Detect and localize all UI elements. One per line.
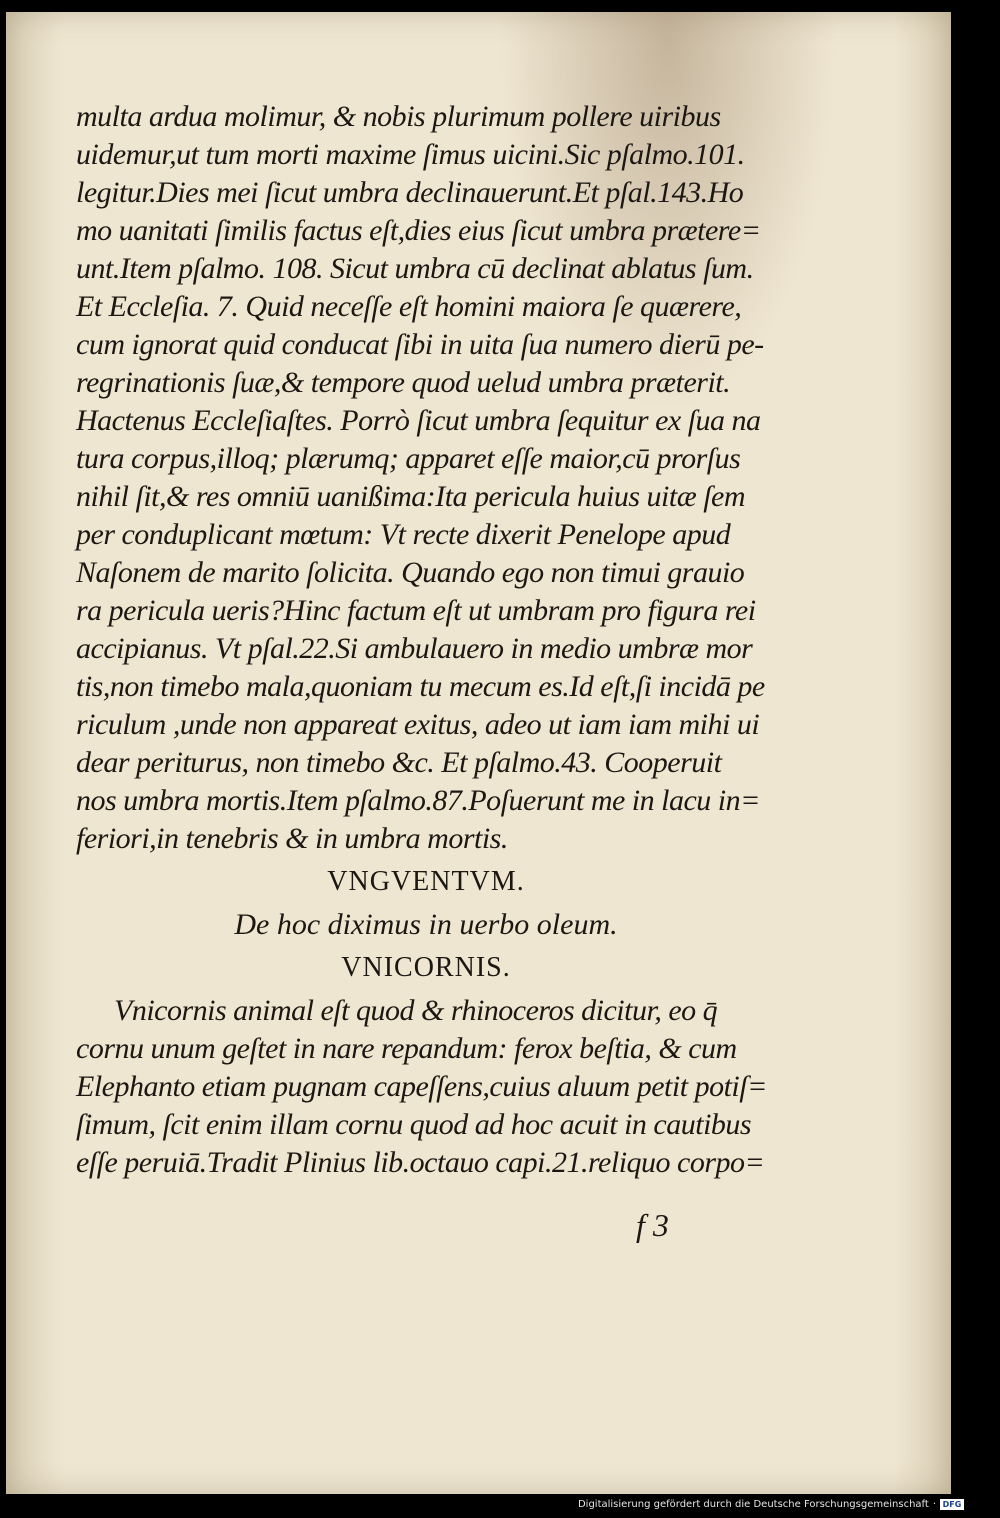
text-line: unt.Item pſalmo. 108. Sicut umbra cū declinat ablatus ſum. — [76, 252, 754, 285]
text-line: feriori,in tenebris & in umbra mortis. — [76, 822, 508, 855]
text-line: mo uanitati ſimilis factus eſt,dies eius ſicut umbra prætere= — [76, 214, 761, 247]
text-line: legitur.Dies mei ſicut umbra declinauerunt.Et pſal.143.Ho — [76, 176, 744, 209]
text-line: riculum ,unde non appareat exitus, adeo ut iam iam mihi ui — [76, 708, 760, 741]
section-heading: VNGVENTVM. — [327, 866, 525, 897]
text-line: dear periturus, non timebo &c. Et pſalmo.43. Cooperuit — [76, 746, 722, 779]
text-line: cornu unum geſtet in nare repandum: ferox beſtia, & cum — [76, 1032, 737, 1065]
text-line: ſimum, ſcit enim illam cornu quod ad hoc acuit in cautibus — [76, 1108, 752, 1141]
text-line: Elephanto etiam pugnam capeſſens,cuius aluum petit potiſ= — [76, 1070, 767, 1103]
text-line: nos umbra mortis.Item pſalmo.87.Poſuerunt me in lacu in= — [76, 784, 760, 817]
text-line: ra pericula ueris?Hinc factum eſt ut umbram pro figura rei — [76, 594, 756, 627]
separator-dot: · — [932, 1499, 936, 1510]
signature-mark: f 3 — [636, 1207, 669, 1243]
text-line: Vnicornis animal eſt quod & rhinoceros dicitur, eo q̄ — [114, 994, 718, 1027]
text-line: per conduplicant mœtum: Vt recte dixerit Penelope apud — [76, 518, 731, 551]
text-line: nihil ſit,& res omniū uanißima:Ita pericula huius uitæ ſem — [76, 480, 746, 513]
text-line: regrinationis ſuæ,& tempore quod uelud umbra præterit. — [76, 366, 731, 399]
text-line: multa ardua molimur, & nobis plurimum pollere uiribus — [76, 100, 721, 133]
text-line: tura corpus,illoq; plærumq; apparet eſſe maior,cū prorſus — [76, 442, 741, 475]
text-line: tis,non timebo mala,quoniam tu mecum es.Id eſt,ſi incidā pe — [76, 670, 765, 703]
book-page — [6, 12, 951, 1494]
text-line: Naſonem de marito ſolicita. Quando ego non timui grauio — [76, 556, 745, 589]
digitization-credit — [578, 1499, 964, 1510]
text-line: eſſe peruiā.Tradit Plinius lib.octauo capi.21.reliquo corpo= — [76, 1146, 765, 1179]
text-line: accipianus. Vt pſal.22.Si ambulauero in medio umbræ mor — [76, 632, 753, 665]
text-line: Hactenus Eccleſiaſtes. Porrò ſicut umbra ſequitur ex ſua na — [76, 404, 761, 437]
text-line: Et Eccleſia. 7. Quid neceſſe eſt homini maiora ſe quærere, — [76, 290, 742, 323]
section-subtitle: De hoc diximus in uerbo oleum. — [234, 908, 618, 941]
credit-text: Digitalisierung gefördert durch die Deutsche Forschungsgemeinschaft — [577, 1499, 929, 1510]
text-line: cum ignorat quid conducat ſibi in uita ſua numero dierū pe- — [76, 328, 764, 361]
section-heading: VNICORNIS. — [341, 952, 511, 983]
dfg-logo-icon: DFG — [940, 1499, 964, 1510]
text-line: uidemur,ut tum morti maxime ſimus uicini.Sic pſalmo.101. — [76, 138, 745, 171]
